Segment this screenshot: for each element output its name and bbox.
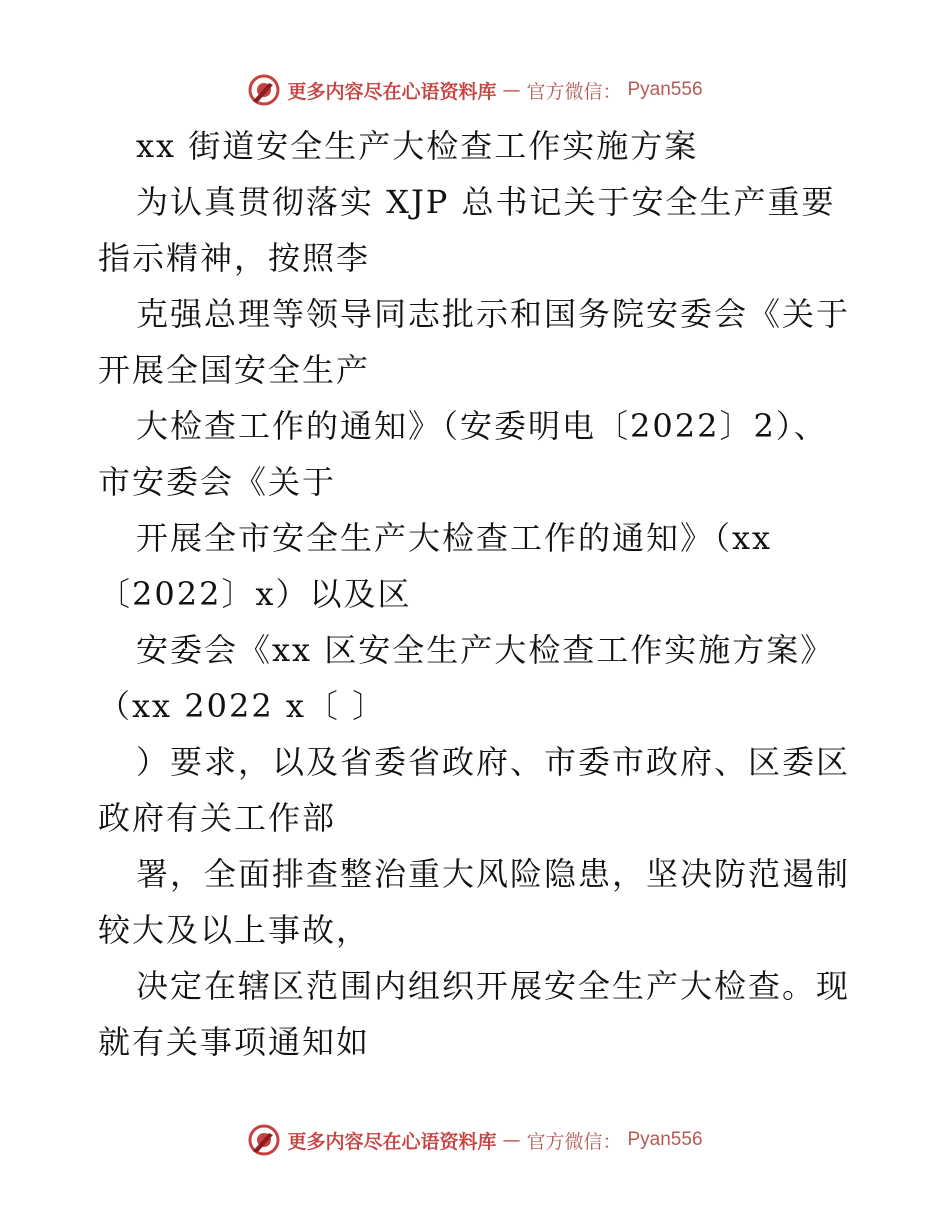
text-line: 开展全国安全生产: [98, 351, 371, 389]
text-line: 指示精神，按照李: [98, 239, 371, 277]
text-line: 〔2022〕x）以及区: [98, 575, 412, 613]
watermark-account-label: 官方微信：: [526, 80, 622, 103]
text-line: 政府有关工作部: [98, 799, 337, 837]
watermark-account-id: Pyan556: [627, 1129, 703, 1150]
text-line: 署，全面排查整治重大风险隐患，坚决防范遏制: [136, 855, 851, 893]
text-line: 克强总理等领导同志批示和国务院安委会《关于: [136, 295, 851, 333]
brand-logo-icon: [247, 73, 281, 107]
text-line: 安委会《xx 区安全生产大检查工作实施方案》: [136, 631, 835, 669]
watermark-brand: 更多内容尽在心语资料库: [287, 1130, 497, 1153]
footer-watermark: [0, 1122, 950, 1158]
text-line: xx 街道安全生产大检查工作实施方案: [136, 127, 699, 165]
watermark-account-id: Pyan556: [627, 79, 703, 100]
watermark-separator: —: [502, 79, 521, 101]
brand-logo-icon: [247, 1123, 281, 1157]
header-watermark: [0, 72, 950, 108]
text-line: 为认真贯彻落实 XJP 总书记关于安全生产重要: [136, 183, 836, 221]
text-line: 较大及以上事故，: [98, 911, 371, 949]
text-line: 市安委会《关于: [98, 463, 337, 501]
text-line: 大检查工作的通知》（安委明电〔2022〕2）、: [136, 407, 828, 445]
watermark-brand: 更多内容尽在心语资料库: [287, 80, 497, 103]
watermark-separator: —: [502, 1129, 521, 1151]
text-line: 就有关事项通知如: [98, 1023, 371, 1061]
watermark-account-label: 官方微信：: [526, 1130, 622, 1153]
text-line: 决定在辖区范围内组织开展安全生产大检查。现: [136, 967, 851, 1005]
text-line: 开展全市安全生产大检查工作的通知》（xx: [136, 519, 773, 557]
text-line: （xx 2022 x〔 〕: [98, 687, 387, 725]
document-body: [98, 118, 858, 1070]
text-line: ）要求，以及省委省政府、市委市政府、区委区: [136, 743, 851, 781]
